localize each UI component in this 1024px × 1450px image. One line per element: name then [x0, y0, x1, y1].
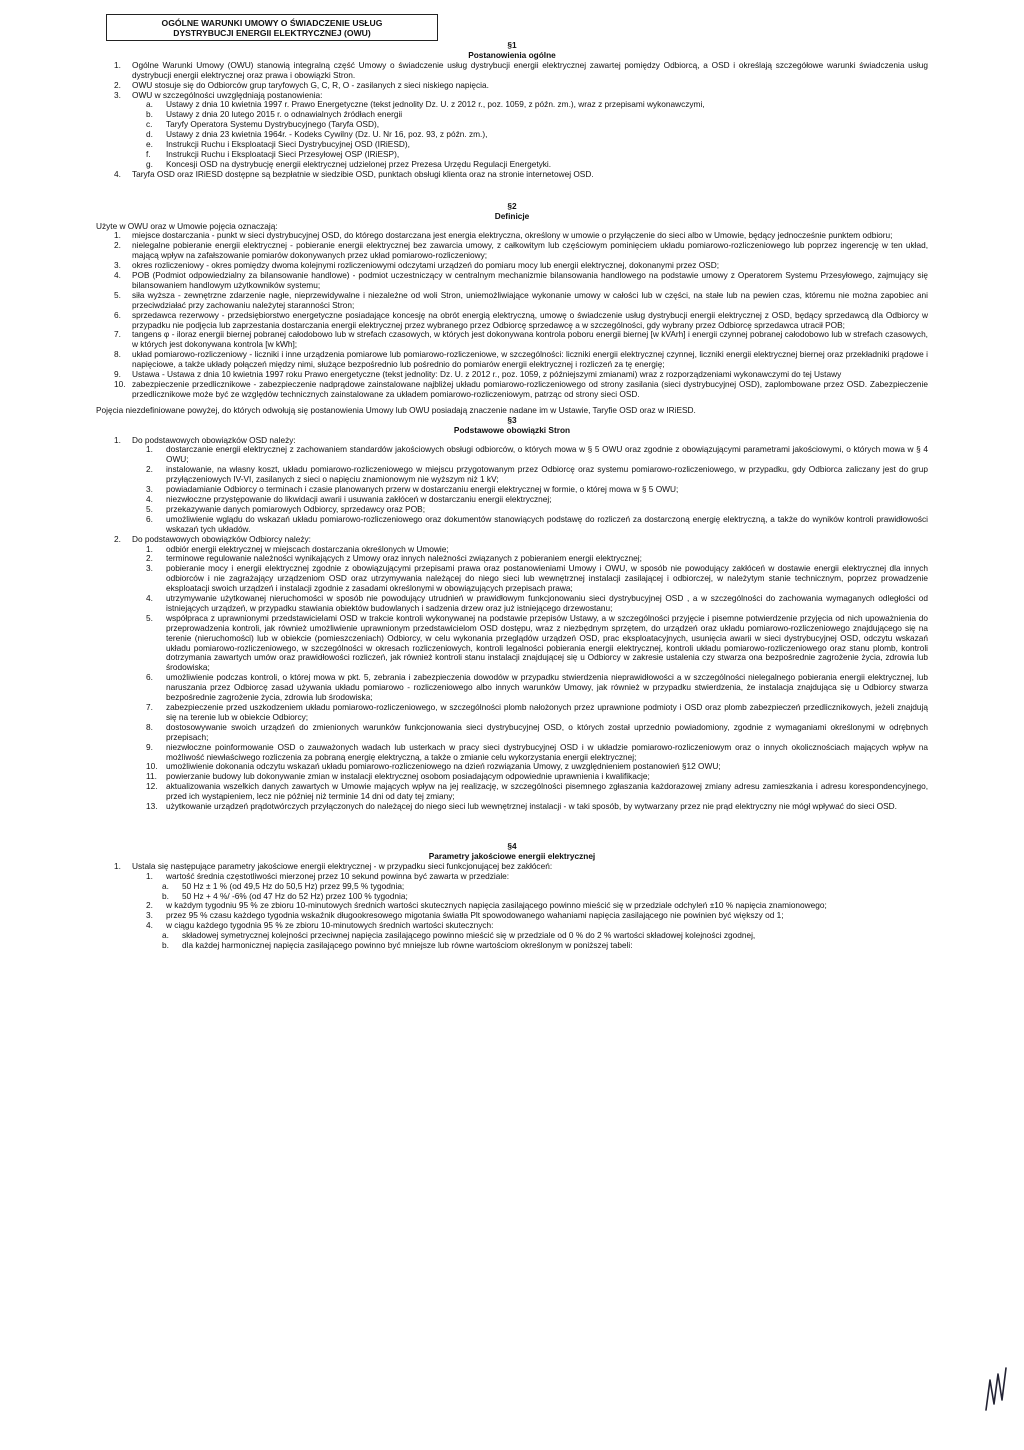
- title-line-1: OGÓLNE WARUNKI UMOWY O ŚWIADCZENIE USŁUG: [161, 18, 383, 28]
- list-item: 9. niezwłoczne poinformowanie OSD o zauważonych wadach lub usterkach w pracy sieci dystrybucyjnej OSD i w układzie pomiarowo-rozliczeniowym oraz o innych okolicznościach mających wpływ na możliwość niewłaściwego rozliczenia za pobraną energię elektryczną, a także o zmianie celu wykorzystania energii elektrycznej;: [146, 741, 928, 762]
- document-page: [96, 14, 928, 951]
- section-2-header: [96, 202, 928, 222]
- list-item: 2. terminowe regulowanie należności wynikających z Umowy oraz innych należności związanych z pobieraniem energii elektrycznej;: [146, 553, 642, 564]
- definitions-list: [96, 231, 928, 399]
- section-heading: Postanowienia ogólne: [468, 49, 556, 60]
- sublist: [96, 872, 928, 951]
- list-item: 3. przez 95 % czasu każdego tygodnia wskaźnik długookresowego migotania światła Plt spowodowanego wahaniami napięcia zasilającego nie powinien być większy od 1;: [146, 910, 784, 921]
- section-4-list: [96, 862, 928, 951]
- section-number: §3: [507, 414, 517, 425]
- list-item: d. Ustawy z dnia 23 kwietnia 1964r. - Kodeks Cywilny (Dz. U. Nr 16, poz. 93, z późn. zm.),: [146, 129, 488, 140]
- list-item: a. 50 Hz ± 1 % (od 49,5 Hz do 50,5 Hz) przez 99,5 % tygodnia;: [162, 880, 405, 891]
- section-2: [96, 202, 928, 416]
- list-item: 1. wartość średnia częstotliwości mierzonej przez 10 sekund powinna być zawarta w przedziale:: [146, 870, 510, 881]
- list-item: 3. okres rozliczeniowy - okres pomiędzy dwoma kolejnymi rozliczeniowymi odczytami urządzeń do pomiaru mocy lub energii elektrycznej, dokonanymi przez OSD;: [114, 260, 720, 271]
- list-item: 2. instalowanie, na własny koszt, układu pomiarowo-rozliczeniowego w miejscu przygotowanym przez Odbiorcę oraz systemu pomiarowo-rozliczeniowego, w przypadku, gdy Odbiorca zaliczany jest do grup przyłączeniowych IV-VI, zasilanych z sieci o napięciu znamionowym nie wyższym niż 1 kV;: [146, 464, 928, 485]
- list-item: 10. zabezpieczenie przedlicznikowe - zabezpieczenie nadprądowe zainstalowane najbliżej układu pomiarowo-rozliczeniowego od strony zasilania (sieci dystrybucyjnej OSD), zaplombowane przez OSD. Zabezpieczenie przedlicznikowe może być ze względów technicznych zainstalowane za układem pomiarowo-rozliczeniowym, patrząc od strony sieci OSD.: [114, 379, 928, 399]
- sublist: [96, 931, 928, 951]
- sublist: [96, 882, 928, 902]
- section-1-header: [96, 41, 928, 61]
- list-item: 3. pobieranie mocy i energii elektrycznej zgodnie z obowiązującymi przepisami prawa oraz postanowieniami Umowy i OWU, w sposób nie powodujący zakłóceń w dostawie energii elektrycznej dla innych odbiorców i nie zagrażający urządzeniom OSD oraz utrzymywania należącej do niego sieci lub wewnętrznej instalacji zasilającej i odbiorczej, w należytym stanie technicznym, poprzez prowadzenie eksploatacji swoich urządzeń i instalacji zgodnie z zasadami określonymi w obowiązujących przepisach prawa;: [146, 563, 928, 594]
- section-2-intro: Użyte w OWU oraz w Umowie pojęcia oznaczają:: [96, 220, 278, 231]
- list-item: 7. zabezpieczenie przed uszkodzeniem układu pomiarowo-rozliczeniowego, w szczególności plomb nałożonych przez uprawnione podmioty i OSD oraz plomb zabezpieczeń przedlicznikowych, jeżeli znajdują się na terenie lub w obiekcie Odbiorcy;: [146, 702, 928, 722]
- section-number: §4: [507, 840, 517, 851]
- list-item: 3. OWU w szczególności uwzględniają postanowienia:: [114, 89, 323, 100]
- sublist: [96, 545, 928, 812]
- document-title-box: [106, 14, 438, 41]
- list-item: 10. umożliwienie dokonania odczytu wskazań układu pomiarowo-rozliczeniowego na dzień rozwiązania Umowy, z uwzględnieniem postanowień §12 OWU;: [146, 761, 721, 772]
- sublist: [96, 100, 928, 169]
- list-item: 1. miejsce dostarczania - punkt w sieci dystrybucyjnej OSD, do którego dostarczana jest energia elektryczna, określony w umowie o przyłączenie do sieci albo w Umowie, będący jednocześnie punktem odbioru;: [114, 230, 893, 241]
- list-item: 2. w każdym tygodniu 95 % ze zbioru 10-minutowych średnich wartości skutecznych napięcia zasilającego powinno mieścić się w przedziale odchyleń ±10 % napięcia znamionowego;: [146, 900, 827, 911]
- list-item: a. Ustawy z dnia 10 kwietnia 1997 r. Prawo Energetyczne (tekst jednolity Dz. U. z 2012 r., poz. 1059, z późn. zm.), wraz z przepisami wykonawczymi,: [146, 99, 705, 110]
- list-item: 1. odbiór energii elektrycznej w miejscach dostarczania określonych w Umowie;: [146, 543, 449, 554]
- list-item: f. Instrukcji Ruchu i Eksploatacji Sieci Przesyłowej OSP (IRiESP),: [146, 148, 400, 159]
- list-item: a. składowej symetrycznej kolejności przeciwnej napięcia zasilającego powinno mieścić się w przedziale od 0 % do 2 % wartości składowej kolejności zgodnej,: [162, 930, 756, 941]
- list-item: 9. Ustawa - Ustawa z dnia 10 kwietnia 1997 roku Prawo energetyczne (tekst jednolity: Dz. U. z 2012 r., poz. 1059, z późniejszymi zmianami) wraz z rozporządzeniami wykonawczymi do tej Ustawy: [114, 369, 842, 380]
- list-item: 1. Ustala się następujące parametry jakościowe energii elektrycznej - w przypadku sieci funkcjonującej bez zakłóceń:: [114, 860, 553, 871]
- section-3: [96, 416, 928, 812]
- list-item: 2. Do podstawowych obowiązków Odbiorcy należy:: [114, 533, 311, 544]
- list-item: 2. OWU stosuje się do Odbiorców grup taryfowych G, C, R, O - zasilanych z sieci niskiego napięcia.: [114, 79, 489, 90]
- section-1: [96, 41, 928, 180]
- section-1-list: [96, 61, 928, 180]
- list-item: 1. dostarczanie energii elektrycznej z zachowaniem standardów jakościowych obsługi odbiorców, o których mowa w § 5 OWU oraz zgodnie z obowiązującymi parametrami jakościowymi, o których mowa w § 4 OWU;: [146, 444, 928, 465]
- section-number: §2: [507, 200, 517, 211]
- title-line-2: DYSTRYBUCJI ENERGII ELEKTRYCZNEJ (OWU): [173, 28, 371, 38]
- list-item: 4. utrzymywanie użytkowanej nieruchomości w sposób nie powodujący utrudnień w prawidłowym funkcjonowaniu sieci dystrybucyjnej OSD , a w szczególności do zachowania wymaganych odległości od istniejących urządzeń, w przypadku stawiania obiektów budowlanych i sadzenia drzew oraz już istniejącego drzewostanu;: [146, 593, 928, 613]
- list-item: g. Koncesji OSD na dystrybucję energii elektrycznej udzielonej przez Prezesa Urzędu Regulacji Energetyki.: [146, 158, 552, 169]
- list-item: b. Ustawy z dnia 20 lutego 2015 r. o odnawialnych źródłach energii: [146, 109, 403, 120]
- section-4-header: [96, 842, 928, 862]
- list-item: 3. powiadamianie Odbiorcy o terminach i czasie planowanych przerw w dostarczaniu energii elektrycznej w formie, o której mowa w § 5 OWU;: [146, 484, 679, 495]
- list-item: 8. dostosowywanie swoich urządzeń do zmienionych warunków funkcjonowania sieci dystrybucyjnej OSD, o których został uprzednio powiadomiony, zgodnie z wymaganiami określonymi w odrębnych przepisach;: [146, 721, 928, 742]
- handwritten-initials: [980, 1360, 1010, 1418]
- section-number: §1: [507, 40, 517, 50]
- section-heading: Podstawowe obowiązki Stron: [453, 424, 571, 435]
- list-item: 4. niezwłoczne przystępowanie do likwidacji awarii i usuwania zakłóceń w dostarczaniu energii elektrycznej;: [146, 493, 552, 504]
- section-heading: Parametry jakościowe energii elektrycznej: [428, 850, 596, 861]
- section-3-header: [96, 416, 928, 436]
- list-item: 7. tangens φ - iloraz energii biernej pobranej całodobowo lub w strefach czasowych, w których jest dokonywana kontrola poboru energii biernej [w kVArh] i energii czynnej pobranej całodobowo lub w strefach czasowych, w których jest dokonywana kontrola [w kWh];: [114, 329, 928, 350]
- list-item: 4. Taryfa OSD oraz IRiESD dostępne są bezpłatnie w siedzibie OSD, punktach obsługi klienta oraz na stronie internetowej OSD.: [114, 168, 594, 179]
- list-item: 4. w ciągu każdego tygodnia 95 % ze zbioru 10-minutowych średnich wartości skutecznych:: [146, 920, 494, 931]
- section-4: [96, 842, 928, 951]
- list-item: 4. POB (Podmiot odpowiedzialny za bilansowanie handlowe) - podmiot uczestniczący w centralnym mechanizmie bilansowania handlowego na podstawie umowy z Operatorem Systemu Przesyłowego, zajmujący się bilansowaniem handlowym użytkowników systemu;: [114, 270, 928, 290]
- list-item: 6. umożliwienie wglądu do wskazań układu pomiarowo-rozliczeniowego oraz dokumentów stanowiących podstawę do rozliczeń za dostarczoną energię elektryczną, a także do wyników kontroli prawidłowości wskazań tych układów.: [146, 513, 928, 534]
- list-item: 13. użytkowanie urządzeń prądotwórczych przyłączonych do należącej do niego sieci lub wewnętrznej instalacji - w taki sposób, by wytwarzany przez nie prąd elektryczny nie mógł wpływać do sieci OSD.: [146, 801, 897, 812]
- list-item: 1. Do podstawowych obowiązków OSD należy:: [114, 434, 296, 445]
- list-item: 2. nielegalne pobieranie energii elektrycznej - pobieranie energii elektrycznej bez zawarcia umowy, z całkowitym lub częściowym pominięciem układu pomiarowo-rozliczeniowego lub poprzez ingerencję w ten układ, mającą wpływ na zafałszowanie pomiarów dokonywanych przez układ pomiarowo-rozliczeniowy;: [114, 240, 928, 261]
- list-item: 6. umożliwienie podczas kontroli, o której mowa w pkt. 5, zebrania i zabezpieczenia dowodów w przypadku stwierdzenia nieprawidłowości a w szczególności nielegalnego pobierania energii elektrycznej, lub naruszania przez Odbiorcę zasad używania układu pomiarowo - rozliczeniowego albo innych warunków Umowy, jak również w przypadku stwierdzenia, że instalacja znajdująca się u Odbiorcy stwarza bezpośrednie zagrożenie życia, zdrowia lub środowiska;: [146, 672, 928, 703]
- list-item: 8. układ pomiarowo-rozliczeniowy - liczniki i inne urządzenia pomiarowe lub pomiarowo-rozliczeniowe, w szczególności: liczniki energii elektrycznej czynnej, liczniki energii elektrycznej biernej oraz przekładniki prądowe i napięciowe, a także układy połączeń między nimi, służące bezpośrednio lub pośrednio do pomiarów energii elektrycznej i rozliczeń za tę energię;: [114, 349, 928, 370]
- list-item: 1. Ogólne Warunki Umowy (OWU) stanowią integralną część Umowy o świadczenie usług dystrybucji energii elektrycznej zawartej pomiędzy Odbiorcą, a OSD i określają szczegółowe warunki świadczenia usług dystrybucji energii elektrycznej oraz prawa i obowiązki Stron.: [114, 59, 928, 80]
- section-heading: Definicje: [494, 210, 530, 221]
- list-item: c. Taryfy Operatora Systemu Dystrybucyjnego (Taryfa OSD),: [146, 119, 380, 130]
- list-item: 5. przekazywanie danych pomiarowych Odbiorcy, sprzedawcy oraz POB;: [146, 503, 426, 514]
- section-3-list: [96, 436, 928, 812]
- list-item: 6. sprzedawca rezerwowy - przedsiębiorstwo energetyczne posiadające koncesję na obrót energią elektryczną, umowę o świadczenie usług dystrybucji energii elektrycznej z OSD, będący sprzedawcą dla Odbiorcy w przypadku nie podjęcia lub zaprzestania dostarczania energii elektrycznej przez wybranego przez Odbiorcę sprzedawcę a w szczególności, gdy wybrany przez Odbiorcę sprzedawca utracił POB;: [114, 309, 928, 330]
- list-item: 5. siła wyższa - zewnętrzne zdarzenie nagłe, nieprzewidywalne i niezależne od woli Stron, uniemożliwiające wykonanie umowy w całości lub w części, na stałe lub na pewien czas, któremu nie można zapobiec ani przeciwdziałać przy zachowaniu należytej staranności Stron;: [114, 289, 928, 310]
- list-item: b. dla każdej harmonicznej napięcia zasilającego powinno być mniejsze lub równe wartościom określonym w poniższej tabeli:: [162, 940, 633, 951]
- sublist: [96, 445, 928, 534]
- list-item: 12. aktualizowania wszelkich danych zawartych w Umowie mających wpływ na jej realizację, w szczególności pisemnego zgłaszania każdorazowej zmiany adresu zamieszkania i adresu korespondencyjnego, przed ich wystąpieniem, lecz nie później niż terminie 14 dni od daty tej zmiany;: [146, 781, 928, 802]
- list-item: b. 50 Hz + 4 %/ -6% (od 47 Hz do 52 Hz) przez 100 % tygodnia;: [162, 890, 408, 901]
- list-item: 11. powierzanie budowy lub dokonywanie zmian w instalacji elektrycznej osobom posiadającym odpowiednie uprawnienia i kwalifikacje;: [146, 771, 650, 782]
- list-item: 5. współpraca z uprawnionymi przedstawicielami OSD w trakcie kontroli wykonywanej na podstawie przepisów Ustawy, a w szczególności przyjęcie i pisemne potwierdzenie przyjęcia od nich upoważnienia do przeprowadzenia kontroli, jak również umożliwienie uprawnionym przedstawicielom OSD dostępu, wraz z niezbędnym sprzętem, do urządzeń oraz układu pomiarowo-rozliczeniowego znajdującego się na terenie (nieruchomości) lub w obiekcie (pomieszczeniach) Odbiorcy, w celu wykonania przeglądów urządzeń OSD, prac eksploatacyjnych, usunięcia awarii w sieci dystrybucyjnej OSD, odczytu wskazań układu pomiarowo-rozliczeniowego, w szczególności w okresach rozliczeniowych, kontroli legalności pobierania energii elektrycznej, kontroli układu pomiarowo-rozliczeniowego oraz stanu plomb, kontroli dotrzymania zawartych umów oraz prawidłowości rozliczeń, jak również kontroli stanu instalacji znajdującej się u Odbiorcy w zakresie ustalenia czy stwarza ona bezpośrednie zagrożenie życia, zdrowia lub środowiska;: [146, 612, 928, 673]
- list-item: e. Instrukcji Ruchu i Eksploatacji Sieci Dystrybucyjnej OSD (IRiESD),: [146, 139, 410, 150]
- section-2-closing: Pojęcia niezdefiniowane powyżej, do których odwołują się postanowienia Umowy lub OWU posiadają znaczenie nadane im w Ustawie, Taryfie OSD oraz w IRiESD.: [96, 404, 696, 415]
